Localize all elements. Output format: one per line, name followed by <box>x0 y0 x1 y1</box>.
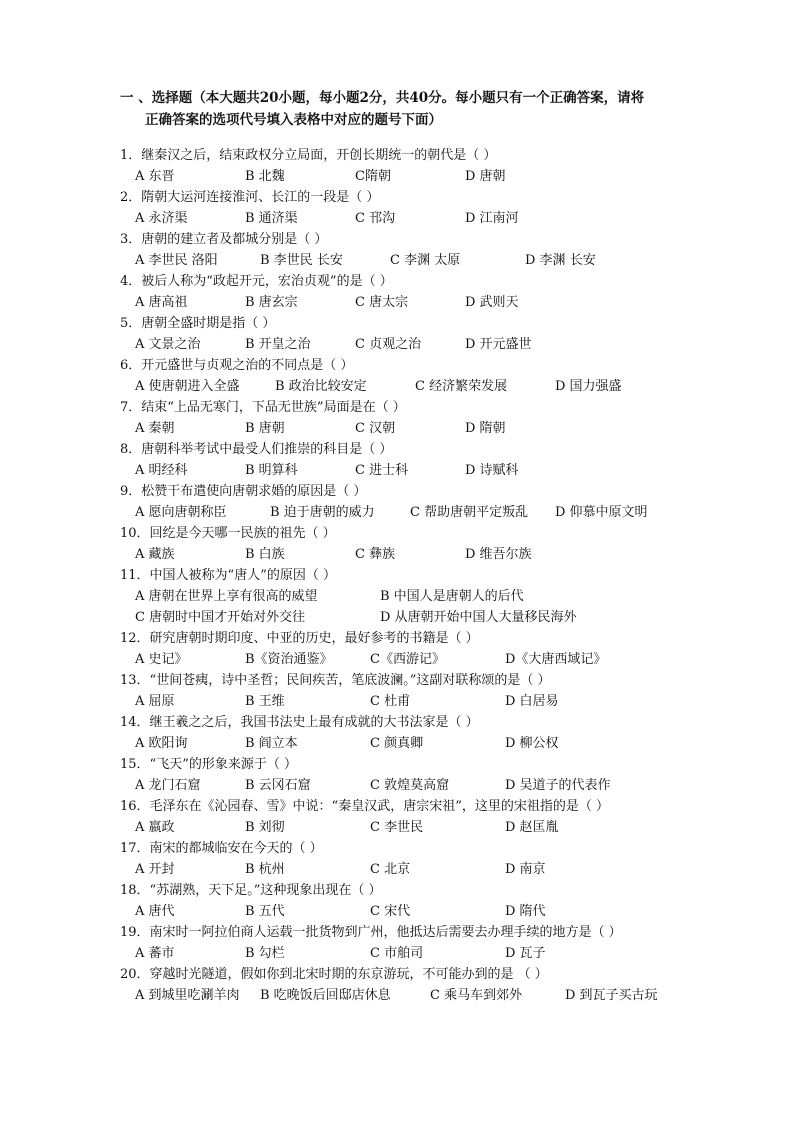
question-stem: 1．继秦汉之后，结束政权分立局面，开创长期统一的朝代是（ ） <box>120 148 497 163</box>
option-c[interactable]: C 唐朝时中国才开始对外交往 <box>135 610 306 625</box>
option-c[interactable]: C 宋代 <box>370 904 411 919</box>
option-a[interactable]: A 唐代 <box>135 904 175 919</box>
section-heading-line1: 一 、选择题（本大题共20小题，每小题2分，共40分。每小题只有一个正确答案，请将 <box>120 90 645 106</box>
question-options <box>120 544 720 565</box>
option-d[interactable]: D 诗赋科 <box>465 463 519 478</box>
option-c[interactable]: C 北京 <box>370 862 411 877</box>
question-options <box>120 985 720 1006</box>
question-stem: 3．唐朝的建立者及都城分别是（ ） <box>120 232 328 247</box>
option-b[interactable]: B 开皇之治 <box>245 337 311 352</box>
option-d[interactable]: D 赵匡胤 <box>505 820 559 835</box>
question-options <box>120 691 720 712</box>
option-b[interactable]: B 勾栏 <box>245 946 285 961</box>
question-stem: 18．“苏湖熟，天下足。”这种现象出现在（ ） <box>120 883 382 898</box>
option-a[interactable]: A 嬴政 <box>135 820 175 835</box>
option-d[interactable]: D《大唐西域记》 <box>505 652 607 667</box>
question-stem: 11．中国人被称为“唐人”的原因（ ） <box>120 568 336 583</box>
option-a[interactable]: A 东晋 <box>135 169 175 184</box>
question-options <box>120 943 720 964</box>
option-d[interactable]: D 仰慕中原文明 <box>555 505 648 520</box>
option-c[interactable]: C 乘马车到郊外 <box>430 988 523 1003</box>
option-a[interactable]: A 史记》 <box>135 652 188 667</box>
question-options <box>120 166 720 187</box>
section-heading <box>120 87 720 131</box>
question-options <box>120 775 720 796</box>
option-a[interactable]: A 使唐朝进入全盛 <box>135 379 240 394</box>
option-d[interactable]: D 瓦子 <box>505 946 546 961</box>
question-stem: 13．“世间苍痍，诗中圣哲；民间疾苦，笔底波澜。”这副对联称颂的是（ ） <box>120 673 551 688</box>
question-options <box>120 901 720 922</box>
option-d[interactable]: D 江南河 <box>465 211 519 226</box>
section-heading-line2: 正确答案的选项代号填入表格中对应的题号下面） <box>145 112 442 128</box>
question-stem: 16．毛泽东在《沁园春、雪》中说：“秦皇汉武，唐宗宋祖”，这里的宋祖指的是（ ） <box>120 799 609 814</box>
question-options <box>120 292 720 313</box>
question-stem: 2．隋朝大运河连接淮河、长江的一段是（ ） <box>120 190 380 205</box>
option-c[interactable]: C 经济繁荣发展 <box>415 379 508 394</box>
option-a[interactable]: A 文景之治 <box>135 337 201 352</box>
question-stem: 7．结束“上品无寒门，下品无世族”局面是在（ ） <box>120 400 406 415</box>
option-a[interactable]: A 永济渠 <box>135 211 188 226</box>
question-options <box>120 502 720 523</box>
option-c[interactable]: C 汉朝 <box>355 421 396 436</box>
option-a[interactable]: A 愿向唐朝称臣 <box>135 505 227 520</box>
option-a[interactable]: A 明经科 <box>135 463 188 478</box>
option-d[interactable]: D 从唐朝开始中国人大量移民海外 <box>380 610 577 625</box>
option-c[interactable]: C 进士科 <box>355 463 409 478</box>
question-stem: 9．松赞干布遣使向唐朝求婚的原因是（ ） <box>120 484 367 499</box>
option-d[interactable]: D 唐朝 <box>465 169 506 184</box>
question-stem: 4．被后人称为“政起开元，宏治贞观”的是（ ） <box>120 274 393 289</box>
option-d[interactable]: D 柳公权 <box>505 736 559 751</box>
option-c[interactable]: C隋朝 <box>355 169 391 184</box>
option-b[interactable]: B 吃晚饭后回邸店休息 <box>260 988 391 1003</box>
option-b[interactable]: B 白族 <box>245 547 285 562</box>
question-stem: 15．“飞天”的形象来源于（ ） <box>120 757 297 772</box>
question-options <box>120 208 720 229</box>
option-b[interactable]: B 政治比较安定 <box>275 379 367 394</box>
option-c[interactable]: C 市舶司 <box>370 946 424 961</box>
question-stem: 12．研究唐朝时期印度、中亚的历史，最好参考的书籍是（ ） <box>120 631 479 646</box>
option-c[interactable]: C 彝族 <box>355 547 396 562</box>
option-b[interactable]: B 云冈石窟 <box>245 778 311 793</box>
option-b[interactable]: B 通济渠 <box>245 211 298 226</box>
option-c[interactable]: C 唐太宗 <box>355 295 409 310</box>
option-c[interactable]: C 颜真卿 <box>370 736 424 751</box>
option-c[interactable]: C 邗沟 <box>355 211 396 226</box>
question-options <box>120 376 720 397</box>
question-stem: 10．回纥是今天哪一民族的祖先（ ） <box>120 526 336 541</box>
question-stem: 17．南宋的都城临安在今天的（ ） <box>120 841 323 856</box>
option-c[interactable]: C 李渊 太原 <box>390 253 461 268</box>
option-b[interactable]: B 明算科 <box>245 463 298 478</box>
option-c[interactable]: C 敦煌莫高窟 <box>370 778 450 793</box>
question-options <box>120 733 720 754</box>
question-stem: 8．唐朝科举考试中最受人们推崇的科目是（ ） <box>120 442 393 457</box>
option-d[interactable]: D 国力强盛 <box>555 379 622 394</box>
option-a[interactable]: A 蕃市 <box>135 946 175 961</box>
question-options <box>120 859 720 880</box>
option-b[interactable]: B 北魏 <box>245 169 285 184</box>
question-options <box>120 817 720 838</box>
option-b[interactable]: B 唐朝 <box>245 421 285 436</box>
option-a[interactable]: A 唐朝在世界上享有很高的威望 <box>135 589 318 604</box>
question-options <box>120 418 720 439</box>
option-c[interactable]: C 帮助唐朝平定叛乱 <box>410 505 529 520</box>
option-a[interactable]: A 龙门石窟 <box>135 778 201 793</box>
option-a[interactable]: A 屈原 <box>135 694 175 709</box>
option-a[interactable]: A 李世民 洛阳 <box>135 253 218 268</box>
option-c[interactable]: C 贞观之治 <box>355 337 422 352</box>
question-options <box>120 460 720 481</box>
option-b[interactable]: B 李世民 长安 <box>260 253 343 268</box>
option-d[interactable]: D 武则天 <box>465 295 519 310</box>
option-a[interactable]: A 藏族 <box>135 547 175 562</box>
option-d[interactable]: D 南京 <box>505 862 546 877</box>
option-d[interactable]: D 隋代 <box>505 904 546 919</box>
option-d[interactable]: D 白居易 <box>505 694 559 709</box>
question-stem: 6．开元盛世与贞观之治的不同点是（ ） <box>120 358 354 373</box>
option-a[interactable]: A 秦朝 <box>135 421 175 436</box>
option-a[interactable]: A 到城里吃涮羊肉 <box>135 988 240 1003</box>
option-d[interactable]: D 维吾尔族 <box>465 547 532 562</box>
option-b[interactable]: B 刘彻 <box>245 820 285 835</box>
option-d[interactable]: D 李渊 长安 <box>525 253 596 268</box>
question-stem: 19．南宋时一阿拉伯商人运载一批货物到广州，他抵达后需要去办理手续的地方是（ ） <box>120 925 622 940</box>
question-options <box>120 607 720 628</box>
option-c[interactable]: C 李世民 <box>370 820 424 835</box>
question-stem: 14．继王羲之之后，我国书法史上最有成就的大书法家是（ ） <box>120 715 479 730</box>
question-options <box>120 250 720 271</box>
question-options <box>120 586 720 607</box>
option-c[interactable]: C 杜甫 <box>370 694 411 709</box>
option-b[interactable]: B 迫于唐朝的威力 <box>270 505 375 520</box>
question-list <box>120 145 720 1006</box>
option-a[interactable]: A 开封 <box>135 862 175 877</box>
option-d[interactable]: D 吴道子的代表作 <box>505 778 611 793</box>
option-c[interactable]: C《西游记》 <box>370 652 445 667</box>
option-b[interactable]: B 王维 <box>245 694 285 709</box>
option-d[interactable]: D 开元盛世 <box>465 337 532 352</box>
question-options <box>120 649 720 670</box>
question-stem: 20．穿越时光隧道，假如你到北宋时期的东京游玩，不可能办到的是 （ ） <box>120 967 548 982</box>
option-b[interactable]: B 五代 <box>245 904 285 919</box>
option-d[interactable]: D 到瓦子买古玩 <box>565 988 658 1003</box>
question-stem: 5．唐朝全盛时期是指（ ） <box>120 316 276 331</box>
option-a[interactable]: A 唐高祖 <box>135 295 188 310</box>
option-b[interactable]: B 阎立本 <box>245 736 298 751</box>
question-options <box>120 334 720 355</box>
option-b[interactable]: B 中国人是唐朝人的后代 <box>380 589 524 604</box>
option-d[interactable]: D 隋朝 <box>465 421 506 436</box>
option-a[interactable]: A 欧阳询 <box>135 736 188 751</box>
option-b[interactable]: B 唐玄宗 <box>245 295 298 310</box>
option-b[interactable]: B 杭州 <box>245 862 285 877</box>
option-b[interactable]: B《资治通鉴》 <box>245 652 333 667</box>
